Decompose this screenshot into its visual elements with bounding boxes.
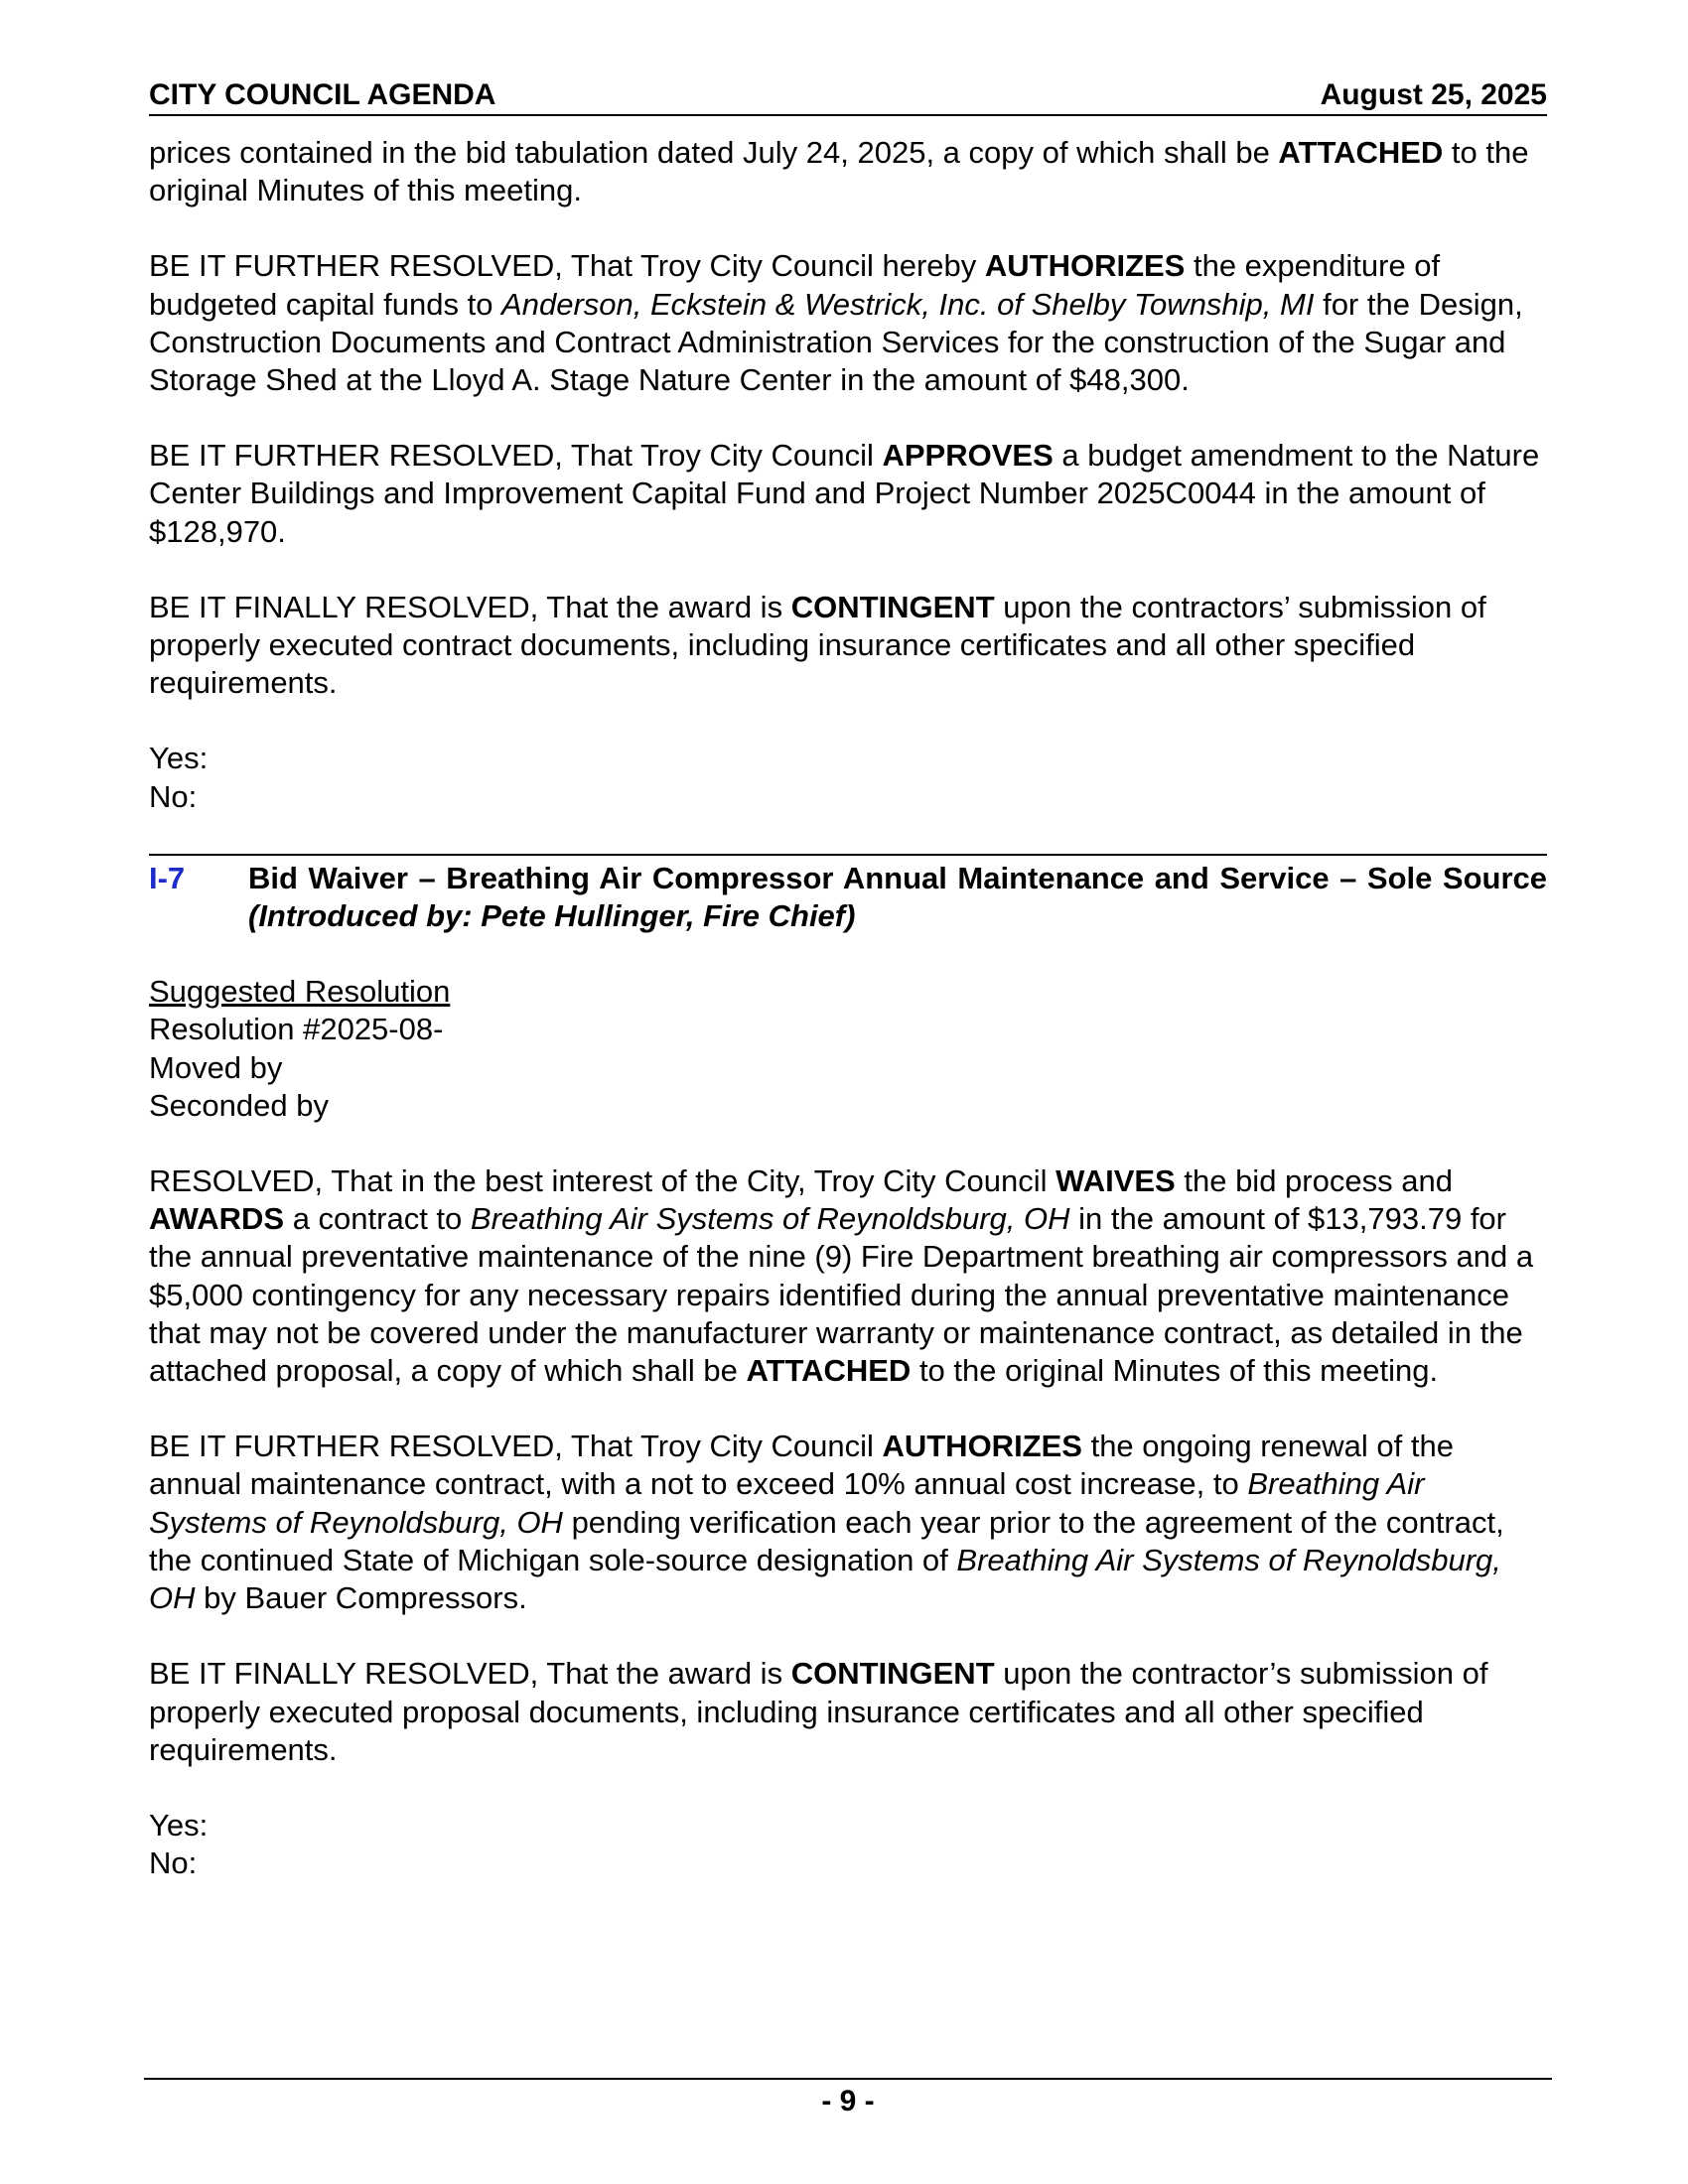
bold-keyword: AUTHORIZES bbox=[984, 248, 1186, 284]
item-number: I-7 bbox=[149, 860, 186, 895]
text-span: BE IT FURTHER RESOLVED, That Troy City Council bbox=[149, 1429, 883, 1464]
header-date: August 25, 2025 bbox=[1320, 78, 1547, 111]
text-span: BE IT FURTHER RESOLVED, That Troy City Council hereby bbox=[149, 248, 985, 284]
bold-keyword: WAIVES bbox=[1055, 1163, 1176, 1199]
bold-keyword: CONTINGENT bbox=[790, 1656, 995, 1692]
paragraph-further-resolved-approves bbox=[149, 437, 1547, 551]
text-span: a contract to bbox=[284, 1201, 471, 1237]
text-span: to the original Minutes of this meeting. bbox=[149, 135, 1529, 208]
bold-keyword: AWARDS bbox=[149, 1201, 285, 1237]
vendor-name: Breathing Air Systems of Reynoldsburg, OH bbox=[149, 1542, 1501, 1616]
text-span: in the amount of $13,793.79 for the annual preventative maintenance of the nine (9) Fire Department breathing air compressors and a $5,000 contingency for any necessary repairs identified during the annual preventative maintenance that may not be covered under the manufacturer warranty or maintenance contract, as detailed in the attached proposal, a copy of which shall be bbox=[149, 1201, 1534, 1389]
item-title-text: Bid Waiver – Breathing Air Compressor Annual Maintenance and Service – Sole Source bbox=[248, 860, 1547, 895]
text-span: RESOLVED, That in the best interest of the City, Troy City Council bbox=[149, 1163, 1056, 1199]
text-span: the ongoing renewal of the annual maintenance contract, with a not to exceed 10% annual cost increase, to bbox=[149, 1429, 1454, 1502]
paragraph-further-resolved-authorizes bbox=[149, 247, 1547, 399]
page-number: - 9 - bbox=[821, 2085, 875, 2117]
vendor-name: Breathing Air Systems of Reynoldsburg, OH bbox=[470, 1201, 1070, 1237]
page-footer bbox=[144, 2078, 1552, 2119]
text-span: pending verification each year prior to the agreement of the contract, the continued State of Michigan sole-source designation of bbox=[149, 1504, 1504, 1577]
vote-no: No: bbox=[149, 1845, 198, 1881]
paragraph-resolved-waives bbox=[149, 1162, 1547, 1390]
vendor-name: Breathing Air Systems of Reynoldsburg, OH bbox=[149, 1466, 1425, 1540]
text-span: upon the contractors’ submission of properly executed contract documents, including insurance certificates and all other specified requirements. bbox=[149, 589, 1486, 701]
text-span: upon the contractor’s submission of properly executed proposal documents, including insurance certificates and all other specified requirements. bbox=[149, 1656, 1488, 1767]
agenda-item-heading bbox=[149, 856, 1547, 935]
bold-keyword: ATTACHED bbox=[746, 1353, 912, 1389]
bold-keyword: CONTINGENT bbox=[790, 589, 995, 624]
seconded-by: Seconded by bbox=[149, 1087, 329, 1123]
page-content bbox=[149, 134, 1547, 1882]
suggested-resolution-heading: Suggested Resolution bbox=[149, 974, 451, 1010]
vendor-name: Anderson, Eckstein & Westrick, Inc. of Shelby Township, MI bbox=[501, 286, 1315, 322]
text-span: for the Design, Construction Documents and Contract Administration Services for the construction of the Sugar and Storage Shed at the Lloyd A. Stage Nature Center in the amount of $48,300. bbox=[149, 286, 1523, 398]
vote-yes: Yes: bbox=[149, 741, 209, 776]
paragraph-finally-resolved-contractor bbox=[149, 1655, 1547, 1769]
paragraph-finally-resolved bbox=[149, 589, 1547, 703]
page-header bbox=[149, 77, 1547, 116]
bold-keyword: AUTHORIZES bbox=[882, 1429, 1082, 1464]
text-span: the bid process and bbox=[1175, 1163, 1453, 1199]
text-span: BE IT FURTHER RESOLVED, That Troy City Council bbox=[149, 438, 883, 474]
bold-keyword: ATTACHED bbox=[1278, 135, 1444, 170]
vote-yes: Yes: bbox=[149, 1807, 209, 1843]
text-span: the expenditure of budgeted capital funds to bbox=[149, 248, 1441, 322]
text-span: prices contained in the bid tabulation dated July 24, 2025, a copy of which shall be bbox=[149, 135, 1279, 170]
item-title bbox=[248, 860, 1547, 935]
text-span: by Bauer Compressors. bbox=[195, 1580, 527, 1616]
text-span: BE IT FINALLY RESOLVED, That the award is bbox=[149, 589, 791, 624]
bold-keyword: APPROVES bbox=[882, 438, 1054, 474]
text-span: a budget amendment to the Nature Center Buildings and Improvement Capital Fund and Project Number 2025C0044 in the amount of $128,970. bbox=[149, 438, 1540, 549]
resolution-number: Resolution #2025-08- bbox=[149, 1012, 444, 1047]
item-introduced-by: (Introduced by: Pete Hullinger, Fire Chief) bbox=[248, 898, 856, 934]
paragraph-attachment bbox=[149, 134, 1547, 209]
text-span: to the original Minutes of this meeting. bbox=[911, 1353, 1439, 1389]
agenda-page bbox=[149, 77, 1547, 1882]
vote-no: No: bbox=[149, 778, 198, 814]
moved-by: Moved by bbox=[149, 1049, 283, 1085]
header-title: CITY COUNCIL AGENDA bbox=[149, 78, 496, 111]
text-span: BE IT FINALLY RESOLVED, That the award is bbox=[149, 1656, 791, 1692]
paragraph-further-resolved-renewal bbox=[149, 1428, 1547, 1617]
